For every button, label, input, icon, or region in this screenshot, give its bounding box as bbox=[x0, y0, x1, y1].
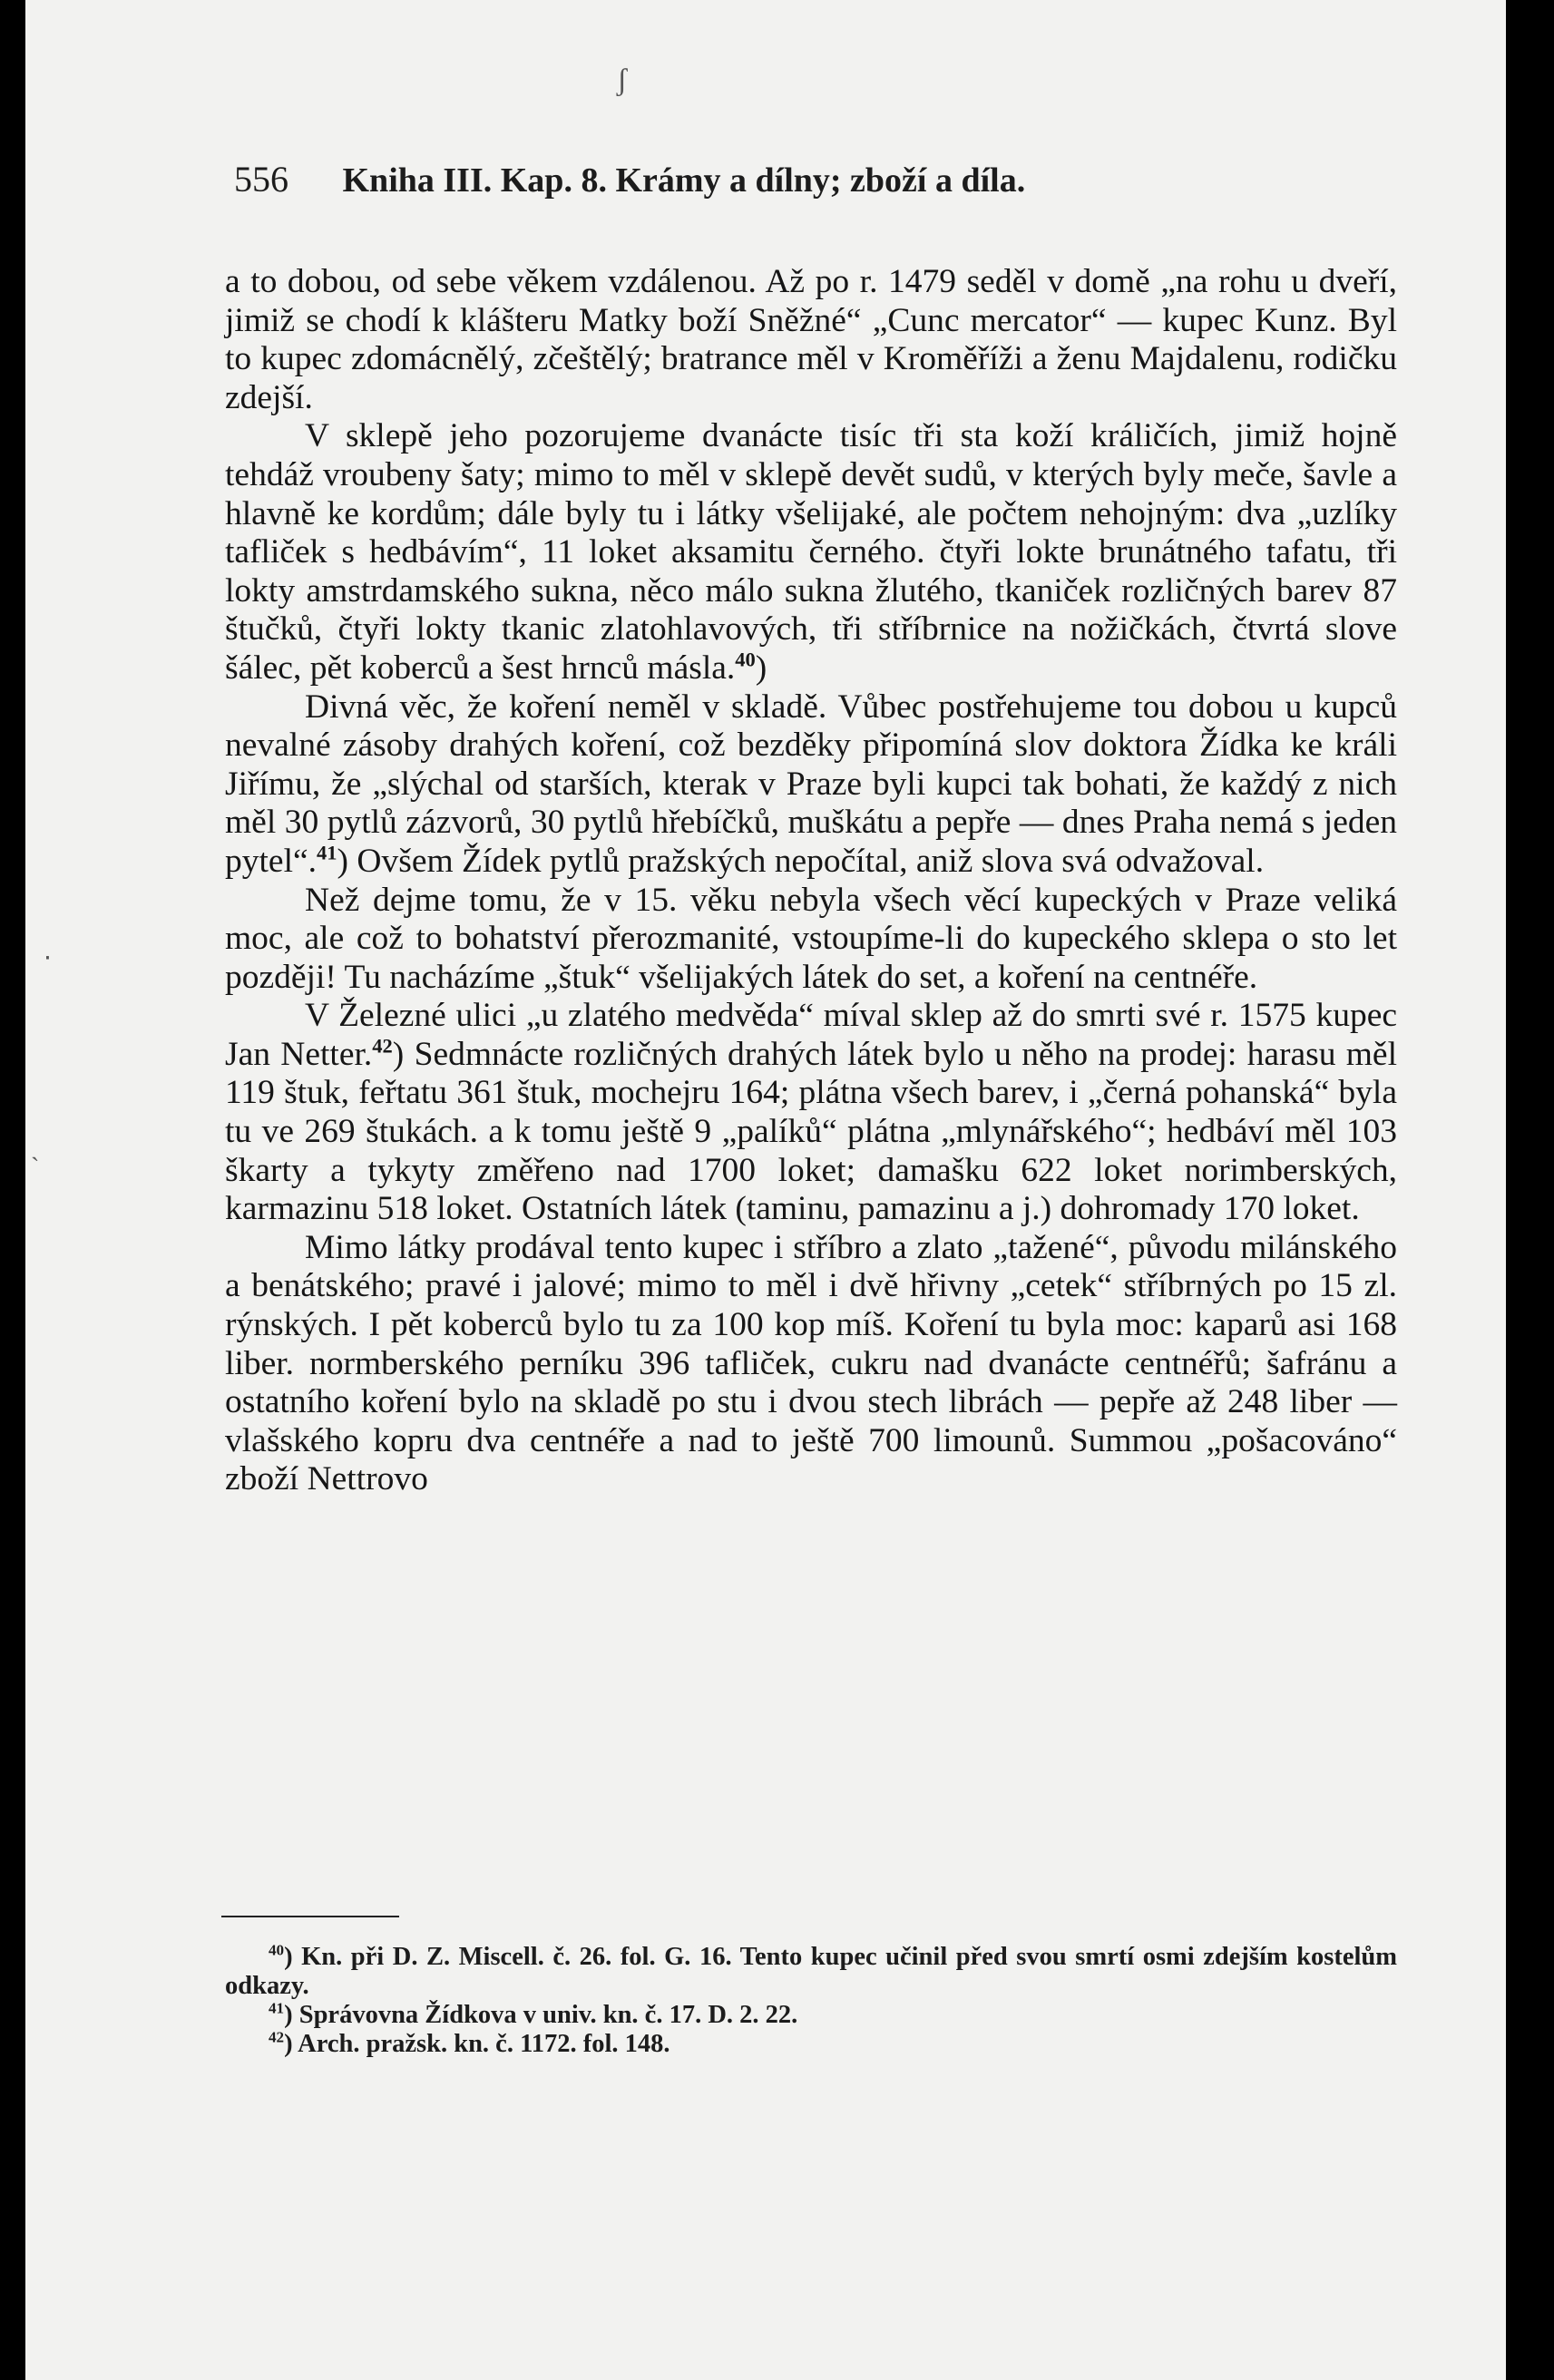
footnotes bbox=[225, 1943, 1397, 2059]
paragraph-text: Divná věc, že koření neměl v skladě. Vůbec postřehujeme tou dobou u kupců nevalné zásoby drahých koření, což bezděky připomíná slov doktora Žídka ke králi Jiřímu, že „slýchal od starších, kterak v Praze byli kupci tak bohati, že každý z nich měl 30 pytlů zázvorů, 30 pytlů hřebíčků, muškátu a pepře — dnes Praha nemá s jeden pytel“. bbox=[225, 688, 1397, 880]
stray-mark: ʃ bbox=[617, 63, 628, 97]
paragraph-text: Ovšem Žídek pytlů pražských nepočítal, aniž slova svá odvažoval. bbox=[357, 842, 1265, 880]
footnote bbox=[225, 2001, 1397, 2030]
footnote-close: ) bbox=[284, 2030, 293, 2058]
ref-close: ) bbox=[337, 842, 349, 880]
book-page bbox=[25, 0, 1506, 2380]
footnote-close: ) bbox=[284, 1943, 293, 1971]
footnote-ref: 41 bbox=[317, 841, 337, 864]
footnote-ref: 40 bbox=[735, 648, 756, 671]
paragraph: a to dobou, od sebe věkem vzdálenou. Až po r. 1479 seděl v domě „na rohu u dveří, jimiž se chodí k klášteru Matky boží Sněžné“ „Cunc mercator“ — kupec Kunz. Byl to kupec zdomácnělý, zčeštělý; bratrance měl v Kroměříži a ženu Majdalenu, rodičku zdejší. bbox=[225, 263, 1397, 416]
margin-mark: ˎ bbox=[31, 1134, 40, 1162]
page-number: 556 bbox=[234, 159, 288, 200]
footnote-rule bbox=[221, 1916, 399, 1917]
footnote-text: Správovna Žídkova v univ. kn. č. 17. D. 2. 22. bbox=[298, 2001, 798, 2029]
body-text bbox=[225, 263, 1397, 1499]
paragraph: Mimo látky prodával tento kupec i stříbro a zlato „tažené“, původu milánského a benátského; pravé i jalové; mimo to měl i dvě hřivny „cetek“ stříbrných po 15 zl. rýnských. I pět koberců bylo tu za 100 kop míš. Koření tu byla moc: kaparů asi 168 liber. normberského perníku 396 tafliček, cukru nad dvanácte centnéřů; šafránu a ostatního koření bylo na skladě po stu i dvou stech librách — pepře až 248 liber — vlašského kopru dva centnéře a nad to ještě 700 limounů. Summou „pošacováno“ zboží Nettrovo bbox=[225, 1228, 1397, 1498]
paragraph: Než dejme tomu, že v 15. věku nebyla všech věcí kupeckých v Praze veliká moc, ale což to bohatství přerozmanité, vstoupíme-li do kupeckého sklepa o sto let později! Tu nacházíme „štuk“ všelijakých látek do set, a koření na centnéře. bbox=[225, 881, 1397, 996]
paragraph-text: V sklepě jeho pozorujeme dvanácte tisíc tři sta koží králičích, jimiž hojně tehdáž vroubeny šaty; mimo to měl v sklepě devět sudů, v kterých byly meče, šavle a hlavně ke kordům; dále byly tu i látky všelijaké, ale počtem nehojným: dva „uzlíky tafliček s hedbávím“, 11 loket aksamitu černého. čtyři lokte brunátného tafatu, tři lokty amstrdamského sukna, něco málo sukna žlutého, tkaniček rozličných barev 87 štučků, čtyři lokty tkanic zlatohlavových, tři stříbrnice na nožičkách, čtvrtá slove šálec, pět koberců a šest hrnců másla. bbox=[225, 417, 1397, 687]
footnote-text: Kn. při D. Z. Miscell. č. 26. fol. G. 16. Tento kupec učinil před svou smrtí osmi zdejším kostelům odkazy. bbox=[225, 1943, 1397, 2000]
paragraph-text: Sedmnácte rozličných drahých látek bylo u něho na prodej: harasu měl 119 štuk, feřtatu 361 štuk, mochejru 164; plátna všech barev, i „černá pohanská“ byla tu ve 269 štukách. a k tomu ještě 9 „palíků“ plátna „mlynářského“; hedbáví měl 103 škarty a tykyty změřeno nad 1700 loket; damašku 622 loket norimberských, karmazinu 518 loket. Ostatních látek (taminu, pamazinu a j.) dohromady 170 loket. bbox=[225, 1035, 1397, 1228]
paragraph bbox=[225, 997, 1397, 1229]
footnote-mark: 40 bbox=[269, 1941, 285, 1959]
ref-close: ) bbox=[755, 649, 767, 687]
running-title: Kniha III. Kap. 8. Krámy a dílny; zboží a díla. bbox=[342, 161, 1026, 200]
footnote-close: ) bbox=[284, 2001, 293, 2029]
footnote-mark: 42 bbox=[269, 2028, 285, 2046]
footnote bbox=[225, 1943, 1397, 2001]
footnote-ref: 42 bbox=[372, 1034, 393, 1058]
footnote-text: Arch. pražsk. kn. č. 1172. fol. 148. bbox=[298, 2030, 670, 2058]
footnote bbox=[225, 2030, 1397, 2059]
paragraph-text: V Železné ulici „u zlatého medvěda“ míval sklep až do smrti své r. 1575 kupec Jan Netter. bbox=[225, 997, 1397, 1073]
paragraph bbox=[225, 688, 1397, 882]
ref-close: ) bbox=[392, 1035, 405, 1073]
running-header bbox=[234, 158, 1432, 200]
paragraph bbox=[225, 417, 1397, 688]
footnote-mark: 41 bbox=[269, 1999, 285, 2017]
margin-mark: ‧ bbox=[44, 945, 52, 973]
